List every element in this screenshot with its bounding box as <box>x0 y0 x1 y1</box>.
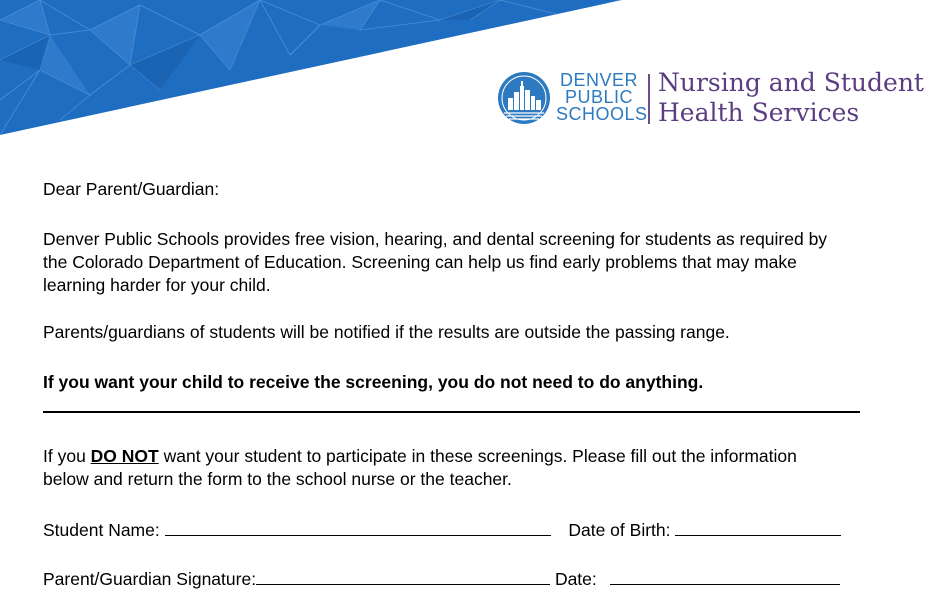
department-line-2: Health Services <box>658 98 860 127</box>
dps-wordmark <box>556 70 648 124</box>
date-label: Date: <box>554 569 597 589</box>
optout-emphasis: DO NOT <box>90 446 159 466</box>
dps-word-public: PUBLIC <box>564 87 634 107</box>
paragraph-notification: Parents/guardians of students will be notified if the results are outside the passing range. <box>43 322 730 342</box>
optout-rest: want your student to participate in these screenings. Please fill out the information <box>158 446 797 466</box>
department-line-1: Nursing and Student <box>658 68 924 97</box>
signature-label: Parent/Guardian Signature: <box>43 569 257 589</box>
dob-field[interactable] <box>675 517 841 536</box>
signature-row <box>43 566 840 590</box>
student-info-row <box>43 517 841 541</box>
section-divider <box>43 411 860 413</box>
dps-word-denver: DENVER <box>559 70 638 90</box>
student-name-field[interactable] <box>165 517 551 536</box>
paragraph-no-action: If you want your child to receive the screening, you do not need to do anything. <box>43 372 704 392</box>
dob-label: Date of Birth: <box>568 520 671 540</box>
paragraph-1-line-3: learning harder for your child. <box>43 275 271 295</box>
signature-field[interactable] <box>256 566 550 585</box>
greeting: Dear Parent/Guardian: <box>43 179 220 199</box>
logo-divider <box>648 74 650 124</box>
date-field[interactable] <box>610 566 840 585</box>
department-name <box>658 68 924 128</box>
paragraph-1-line-1: Denver Public Schools provides free vision, hearing, and dental screening for students as required by <box>43 229 828 249</box>
dps-skyline-icon <box>496 70 552 126</box>
dps-logo <box>496 68 924 132</box>
optout-prefix: If you <box>43 446 91 466</box>
paragraph-1-line-2: the Colorado Department of Education. Screening can help us find early problems that may make <box>43 252 797 272</box>
student-name-label: Student Name: <box>43 520 160 540</box>
dps-word-schools: SCHOOLS <box>556 104 648 124</box>
optout-line-2: below and return the form to the school nurse or the teacher. <box>43 469 512 489</box>
optout-line-1 <box>43 445 797 467</box>
